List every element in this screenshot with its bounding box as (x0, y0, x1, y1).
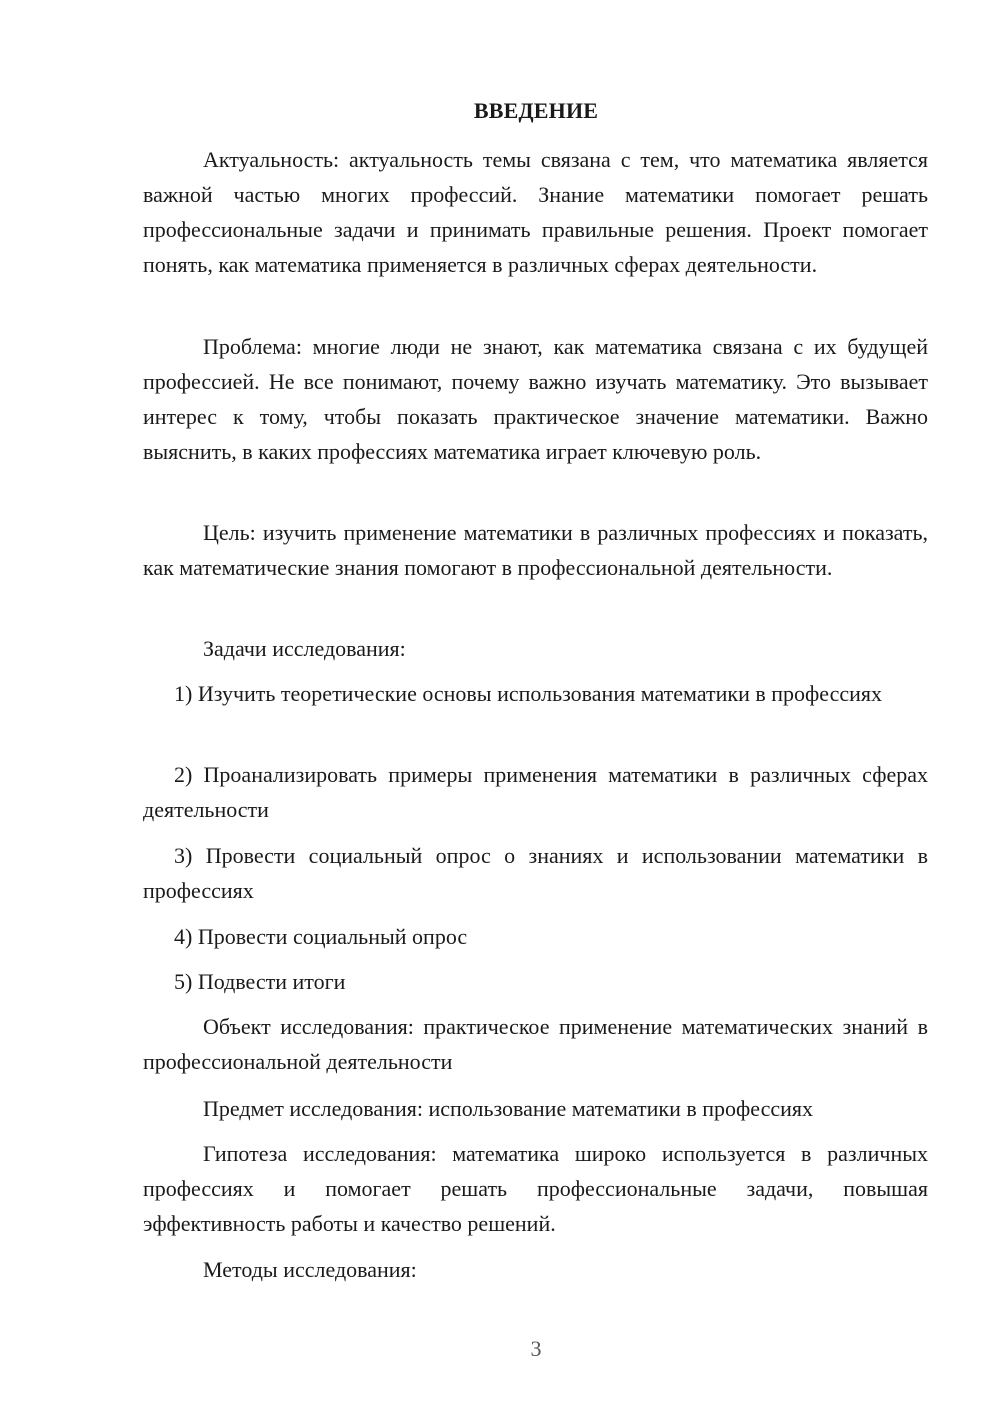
paragraph-problem: Проблема: многие люди не знают, как математика связана с их будущей профессией. Не все понимают, почему важно изучать математику. Это вызывает интерес к тому, чтобы показать практическое значение математики. Важно выяснить, в каких профессиях математика играет ключевую роль. (143, 334, 928, 464)
task-item-1: 1) Изучить теоретические основы использования математики в профессиях (174, 681, 883, 706)
task-item-5: 5) Подвести итоги (174, 969, 346, 994)
page-title: ВВЕДЕНИЕ (473, 98, 599, 123)
paragraph-relevance: Актуальность: актуальность темы связана с тем, что математика является важной частью многих профессий. Знание математики помогает решать профессиональные задачи и принимать правильные решения. Проект помогает понять, как математика применяется в различных сферах деятельности. (143, 147, 928, 277)
task-item-4: 4) Провести социальный опрос (174, 924, 468, 949)
tasks-title: Задачи исследования: (203, 636, 406, 661)
paragraph-hypothesis: Гипотеза исследования: математика широко используется в различных профессиях и помогает решать профессиональные задачи, повышая эффективность работы и качество решений. (143, 1141, 928, 1236)
page-number: 3 (530, 1336, 542, 1361)
paragraph-goal: Цель: изучить применение математики в различных профессиях и показать, как математические знания помогают в профессиональной деятельности. (143, 520, 928, 580)
paragraph-object: Объект исследования: практическое применение математических знаний в профессиональной деятельности (143, 1014, 928, 1074)
methods-title: Методы исследования: (203, 1257, 417, 1282)
paragraph-subject: Предмет исследования: использование математики в профессиях (203, 1096, 814, 1121)
task-item-3: 3) Провести социальный опрос о знаниях и использовании математики в профессиях (143, 843, 928, 903)
task-item-2: 2) Проанализировать примеры применения математики в различных сферах деятельности (143, 762, 928, 822)
